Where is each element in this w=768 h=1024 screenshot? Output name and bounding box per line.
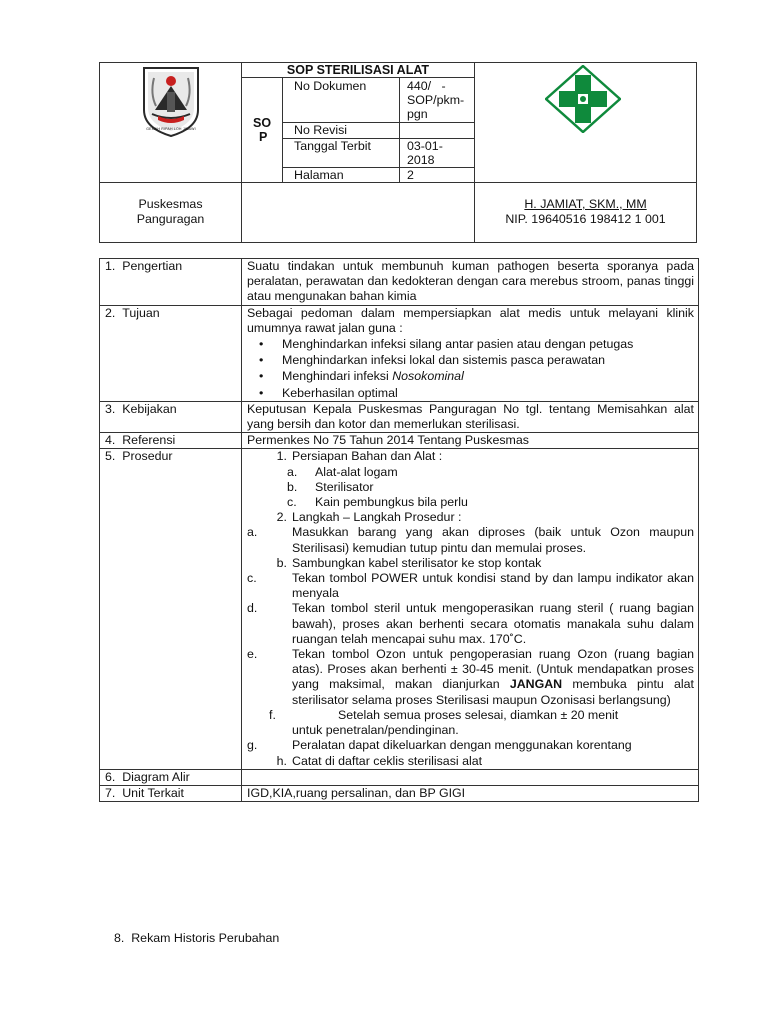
sop-label-cell [242, 78, 283, 183]
meta-value-line: 03-01- [407, 139, 443, 153]
section-number: 3. [105, 401, 116, 416]
procedure-step: g. Peralatan dapat dikeluarkan dengan menggunakan korentang [247, 738, 632, 753]
meta-value-line: 440/ - [407, 79, 446, 93]
sop-label-2: P [259, 130, 268, 144]
list-item: • Menghindarkan infeksi silang antar pasien atau dengan petugas [247, 337, 694, 352]
section-row-tujuan [100, 305, 699, 401]
meta-label: No Revisi [294, 123, 348, 137]
section-text [242, 769, 699, 785]
section-number: 2. [105, 305, 116, 320]
signature-cell [475, 183, 697, 243]
section-intro: Sebagai pedoman dalam mempersiapkan alat medis untuk melayani klinik umumnya rawat jalan guna : [247, 305, 694, 335]
section-number: 1. [105, 259, 116, 273]
meta-value: 2 [407, 168, 414, 182]
procedure-step: b. Sambungkan kabel sterilisator ke stop kontak [276, 555, 542, 570]
procedure-step: 1. Persiapan Bahan dan Alat : [276, 449, 443, 464]
puskesmas-cross-icon [545, 65, 621, 133]
section-title: Tujuan [122, 305, 160, 320]
org-name-line1: Puskesmas [138, 197, 203, 211]
section-content [242, 305, 699, 401]
empty-cell [242, 183, 475, 243]
history-text: Rekam Historis Perubahan [131, 931, 280, 945]
procedure-step: e. Tekan tombol Ozon untuk pengoperasian ruang Ozon (ruang bagian atas). Proses akan berhenti ± 30-45 menit. (Untuk mendapatkan proses yang maksimal, makan dianjurkan JANGAN membuka pintu alat sterilisator selama proses Sterilisasi maupun Ozonisasi berlangsung) [247, 647, 694, 707]
meta-value-line: 2018 [407, 153, 435, 167]
meta-row-no-dokumen [283, 78, 475, 123]
section-label [100, 401, 242, 432]
procedure-substep: a. Alat-alat logam [287, 464, 398, 479]
section-text: Suatu tindakan untuk membunuh kuman pathogen beserta sporanya pada peralatan, perawatan dan kedokteran dengan cara merebus stroom, panas tinggi atau mengunakan bahan kimia [242, 259, 699, 306]
meta-value-line: SOP/pkm- [407, 93, 465, 107]
procedure-step [247, 708, 694, 738]
section-number: 4. [105, 433, 116, 448]
list-item: • Menghindari infeksi Nosokominal [247, 369, 694, 384]
meta-label: No Dokumen [294, 79, 367, 93]
section-label [100, 259, 242, 306]
title-block [242, 63, 475, 183]
meta-row-no-revisi [283, 123, 475, 139]
procedure-step: h. Catat di daftar ceklis sterilisasi alat [276, 753, 483, 768]
section-row-prosedur [100, 449, 699, 769]
step-text: Setelah semua proses selesai, diamkan ± 20 menit [338, 707, 619, 722]
section-text: Keputusan Kepala Puskesmas Panguragan No tgl. tentang Memisahkan alat yang bersih dan kotor dan memerlukan sterilisasi. [242, 401, 699, 432]
header-table [99, 62, 697, 243]
section-title: Pengertian [122, 259, 183, 273]
meta-value-line: pgn [407, 107, 428, 121]
section-title: Diagram Alir [122, 769, 190, 784]
section-row-kebijakan [100, 401, 699, 432]
section-number: 7. [105, 785, 116, 800]
section-label [100, 449, 242, 769]
bullet-list [247, 336, 694, 401]
section-row-unit-terkait [100, 785, 699, 801]
section-number: 6. [105, 769, 116, 784]
section-title: Referensi [122, 433, 176, 448]
procedure-substep: c. Kain pembungkus bila perlu [287, 495, 468, 510]
procedure-substep: b. Sterilisator [287, 479, 374, 494]
org-name-line2: Panguragan [136, 212, 205, 226]
section-text: IGD,KIA,ruang persalinan, dan BP GIGI [242, 785, 699, 801]
section-row-referensi [100, 433, 699, 449]
procedure-step: d. Tekan tombol steril untuk mengoperasikan ruang steril ( ruang bagian bawah), proses akan berhenti secara otomatis manakala suhu dalam ruangan telah mencapai suhu max. 170˚C. [247, 601, 694, 646]
meta-row-halaman [283, 168, 475, 183]
procedure-step: 2. Langkah – Langkah Prosedur : [276, 510, 462, 525]
history-number: 8. [114, 931, 125, 945]
meta-label: Tanggal Terbit [294, 139, 371, 153]
org-cell [100, 183, 242, 243]
section-label [100, 769, 242, 785]
step-marker: f. [269, 707, 276, 722]
section-label [100, 433, 242, 449]
section-title: Kebijakan [122, 401, 177, 416]
procedure-content [242, 449, 699, 769]
sop-label: SO [253, 116, 272, 130]
step-text: untuk penetralan/pendinginan. [292, 723, 459, 738]
section-row-diagram-alir [100, 769, 699, 785]
section-number: 5. [105, 449, 116, 464]
signer-name: H. JAMIAT, SKM., MM [524, 197, 647, 211]
left-logo-cell [100, 63, 242, 183]
signer-nip: NIP. 19640516 198412 1 001 [505, 212, 666, 226]
document-title: SOP STERILISASI ALAT [242, 63, 474, 78]
meta-value [407, 79, 475, 121]
section-label [100, 785, 242, 801]
meta-label: Halaman [294, 168, 344, 182]
list-item: • Keberhasilan optimal [247, 386, 694, 401]
meta-value [407, 139, 443, 167]
section-label [100, 305, 242, 401]
sop-content-table [99, 258, 699, 802]
section-title: Prosedur [122, 449, 173, 464]
section-title: Unit Terkait [122, 785, 184, 800]
procedure-step: c. Tekan tombol POWER untuk kondisi stand by dan lampu indikator akan menyala [247, 571, 694, 601]
list-item: • Menghindarkan infeksi lokal dan sistemis pasca perawatan [247, 353, 694, 368]
history-heading [114, 931, 279, 945]
emblem-motto: GEMAH RIPAH LOH JINAWI [146, 127, 196, 131]
section-text: Permenkes No 75 Tahun 2014 Tentang Puskesmas [242, 433, 699, 449]
procedure-step: a. Masukkan barang yang akan diproses (baik untuk Ozon maupun Sterilisasi) kemudian tutup pintu dan memulai proses. [247, 525, 694, 555]
meta-row-tanggal-terbit [283, 139, 475, 168]
right-logo-cell [475, 63, 697, 183]
section-row-pengertian [100, 259, 699, 306]
